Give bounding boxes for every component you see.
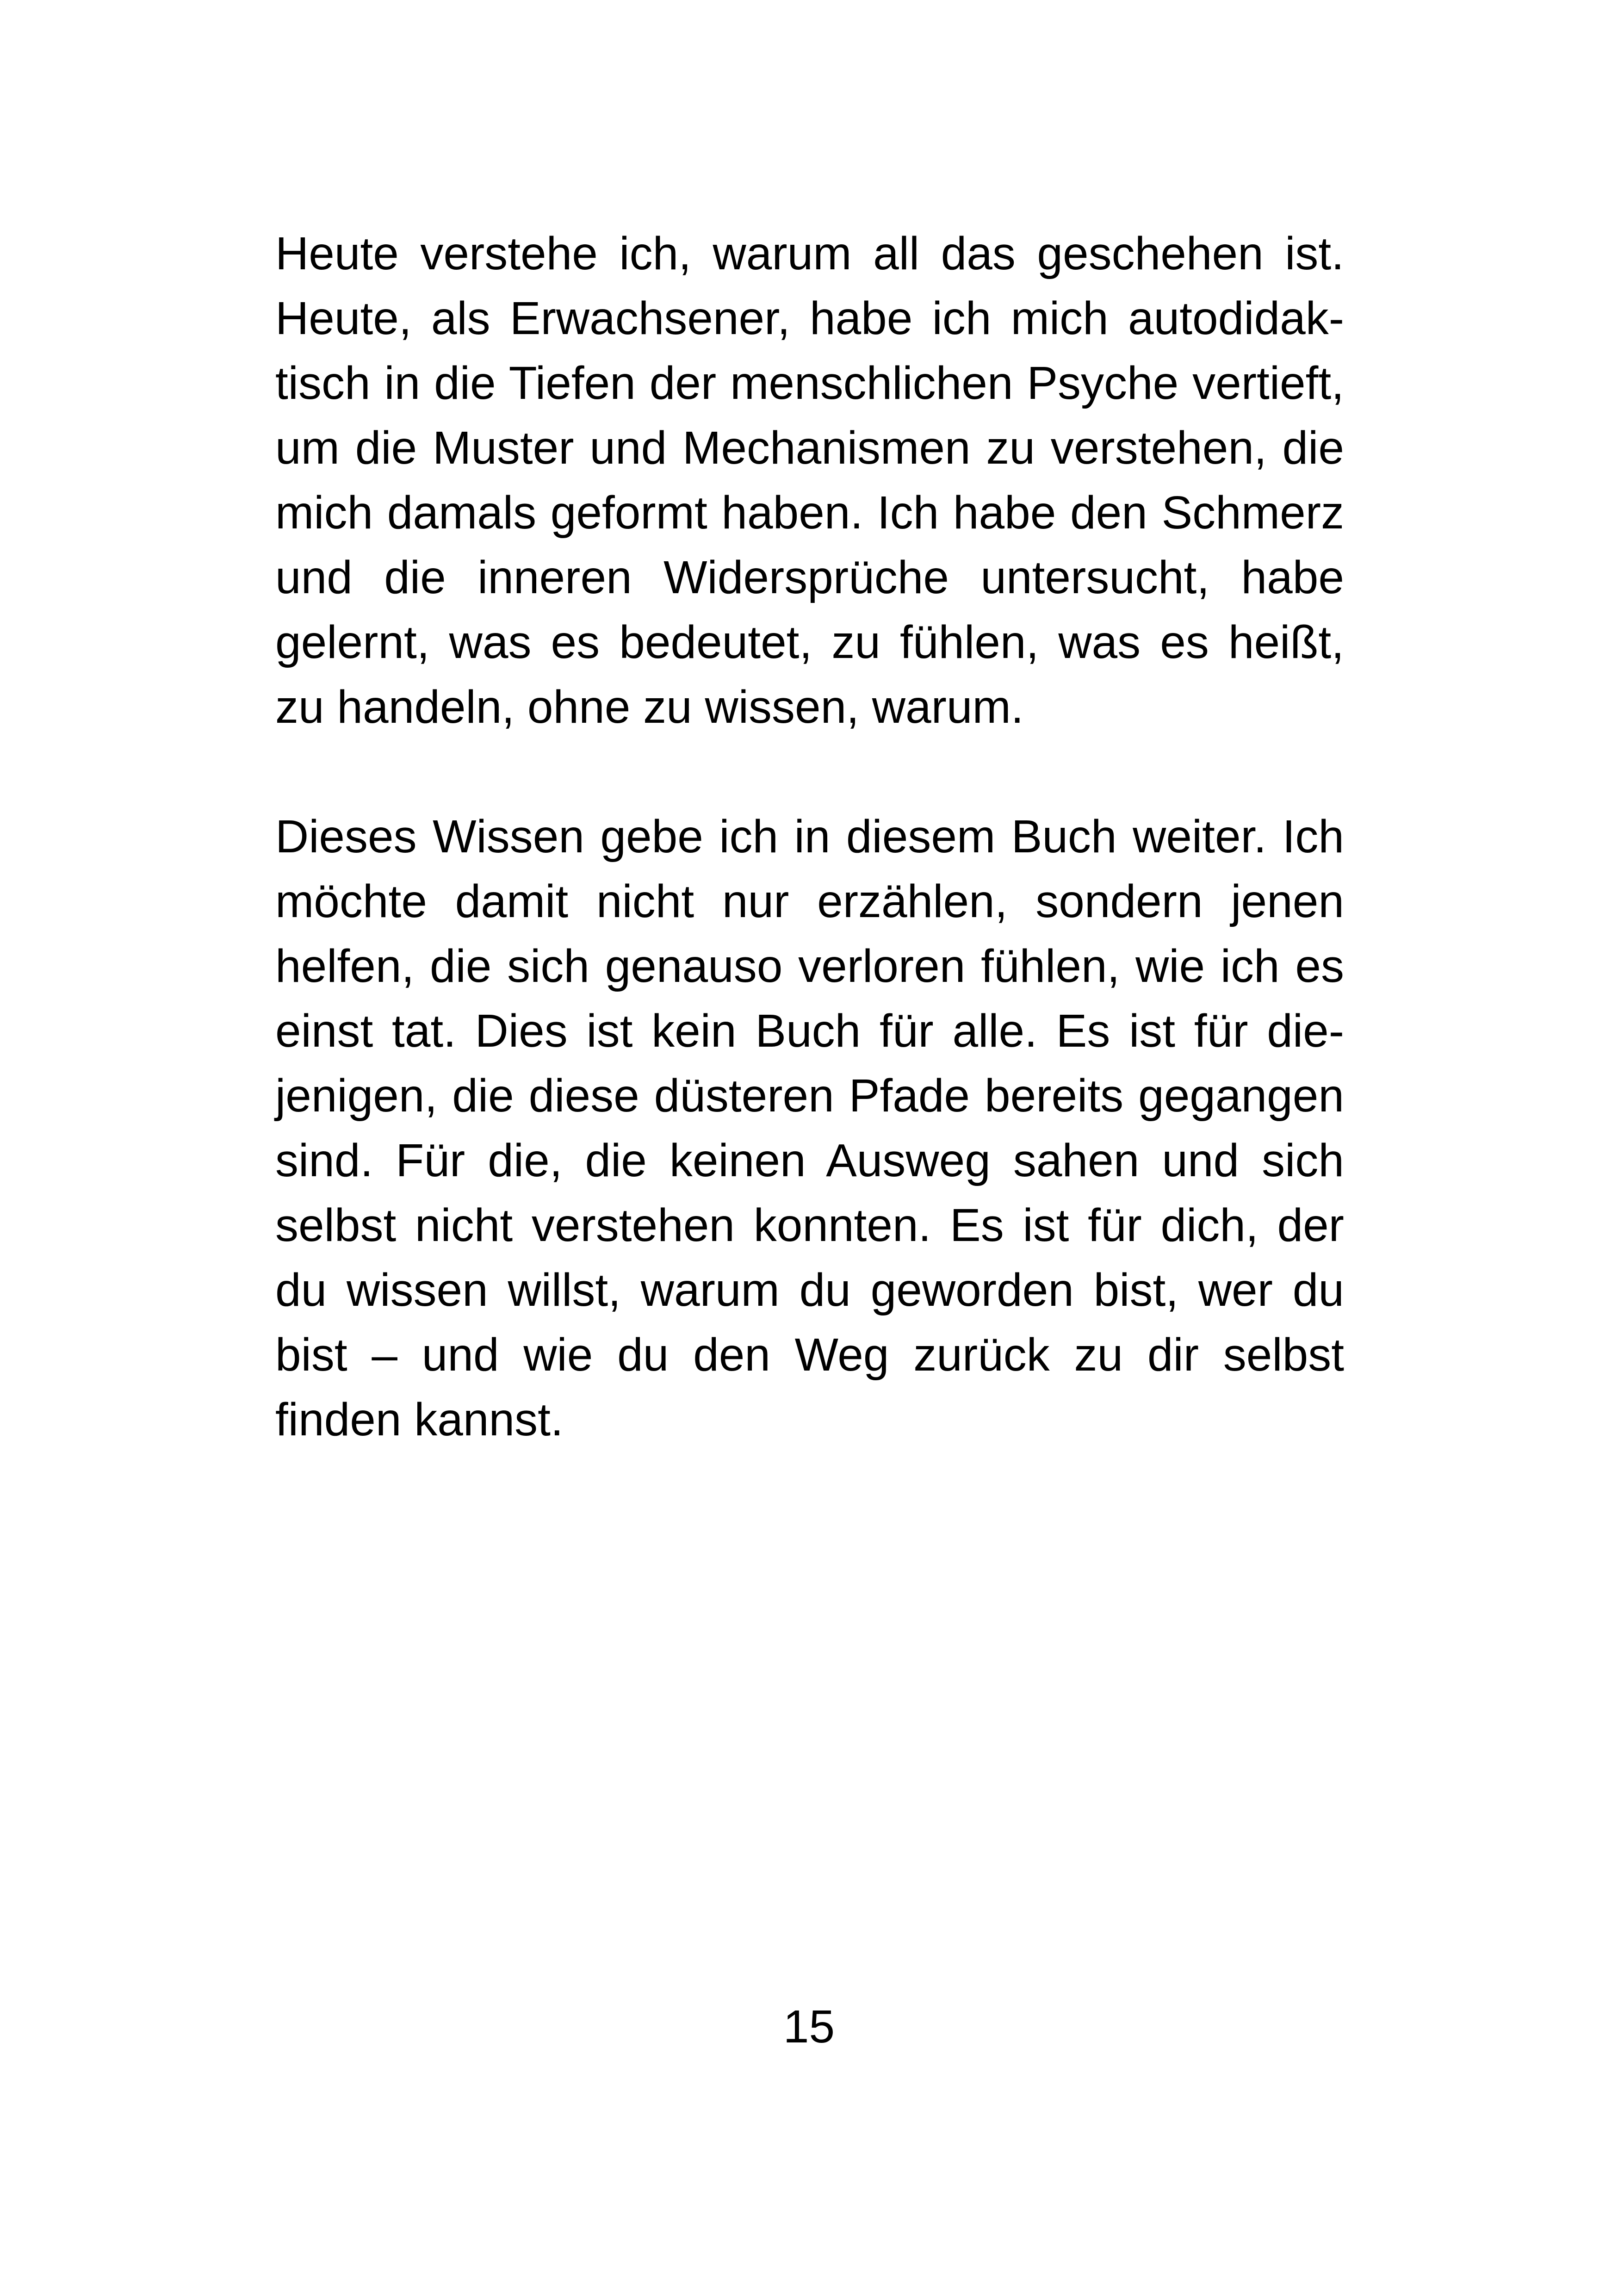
text-line: möchte damit nicht nur erzählen, sondern jenen <box>275 875 1344 927</box>
text-line: helfen, die sich genauso verloren fühlen, wie ich es <box>275 940 1344 992</box>
text-line: um die Muster und Mechanismen zu verstehen, die <box>275 422 1344 474</box>
text-line: jenigen, die diese düsteren Pfade bereits gegangen <box>275 1070 1344 1122</box>
text-line: Dieses Wissen gebe ich in diesem Buch weiter. Ich <box>275 811 1344 863</box>
text-line: Heute, als Erwachsener, habe ich mich autodidak- <box>275 292 1344 344</box>
text-line: finden kannst. <box>275 1394 564 1446</box>
text-line: sind. Für die, die keinen Ausweg sahen und sich <box>275 1135 1344 1186</box>
text-line: du wissen willst, warum du geworden bist, wer du <box>275 1264 1344 1316</box>
text-line: gelernt, was es bedeutet, zu fühlen, was es heißt, <box>275 616 1344 668</box>
page-number: 15 <box>783 2001 835 2053</box>
text-line: selbst nicht verstehen konnten. Es ist für dich, der <box>275 1199 1344 1251</box>
text-line: bist – und wie du den Weg zurück zu dir selbst <box>275 1329 1344 1381</box>
text-line: zu handeln, ohne zu wissen, warum. <box>275 681 1024 733</box>
text-line: Heute verstehe ich, warum all das geschehen ist. <box>275 228 1344 279</box>
text-line: mich damals geformt haben. Ich habe den Schmerz <box>275 487 1344 539</box>
text-line: tisch in die Tiefen der menschlichen Psyche vertieft, <box>275 357 1344 409</box>
paragraph-1 <box>275 221 1344 739</box>
text-line: und die inneren Widersprüche untersucht, habe <box>275 552 1344 603</box>
paragraph-2 <box>275 804 1344 1452</box>
text-line: einst tat. Dies ist kein Buch für alle. Es ist für die- <box>275 1005 1344 1057</box>
